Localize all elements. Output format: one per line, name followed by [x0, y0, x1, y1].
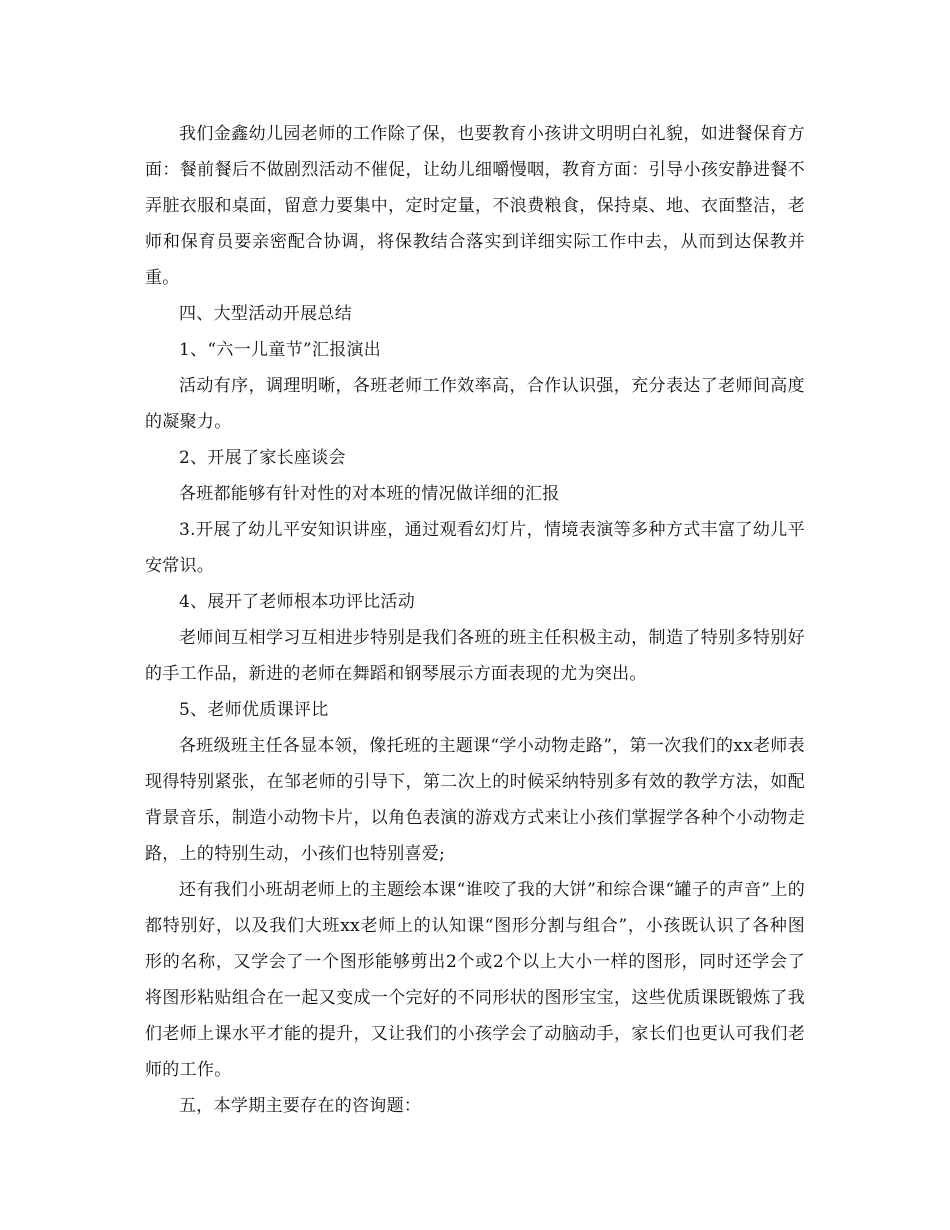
document-body	[145, 116, 805, 1124]
paragraph-childrens-day: 活动有序，调理明晰，各班老师工作效率高，合作认识强，充分表达了老师间高度的凝聚力。	[145, 376, 805, 432]
paragraph-teacher-skills: 老师间互相学习互相进步特别是我们各班的班主任积极主动，制造了特别多特别好的手工作品，新进的老师在舞蹈和钢琴展示方面表现的尤为突出。	[145, 628, 805, 684]
subheading-teacher-skills: 4、展开了老师根本功评比活动	[179, 592, 416, 612]
subheading-parent-meeting: 2、开展了家长座谈会	[179, 448, 346, 468]
heading-major-activities: 四、大型活动开展总结	[179, 304, 352, 324]
heading-main-problems: 五，本学期主要存在的咨询题：	[179, 1096, 422, 1116]
paragraph-safety-lecture: 3.开展了幼儿平安知识讲座，通过观看幻灯片，情境表演等多种方式丰富了幼儿平安常识。	[145, 520, 805, 576]
paragraph-quality-lessons-toddler: 各班级班主任各显本领，像托班的主题课“学小动物走路”，第一次我们的xx老师表现得特别紧张，在邹老师的引导下，第二次上的时候采纳特别多有效的教学方法，如配背景音乐，制造小动物卡片，以角色表演的游戏方式来让小孩们掌握学各种个小动物走路，上的特别生动，小孩们也特别喜爱;	[145, 736, 805, 864]
paragraph-parent-meeting: 各班都能够有针对性的对本班的情况做详细的汇报	[179, 484, 560, 504]
subheading-childrens-day: 1、“六一儿童节”汇报演出	[179, 340, 382, 360]
subheading-quality-lessons: 5、老师优质课评比	[179, 700, 329, 720]
paragraph-mealtime-care: 我们金鑫幼儿园老师的工作除了保，也要教育小孩讲文明明白礼貌，如进餐保育方面：餐前餐后不做剧烈活动不催促，让幼儿细嚼慢咽，教育方面：引导小孩安静进餐不弄脏衣服和桌面，留意力要集中，定时定量，不浪费粮食，保持桌、地、衣面整洁，老师和保育员要亲密配合协调，将保教结合落实到详细实际工作中去，从而到达保教并重。	[145, 124, 805, 288]
paragraph-quality-lessons-other: 还有我们小班胡老师上的主题绘本课“谁咬了我的大饼”和综合课“罐子的声音”上的都特别好，以及我们大班xx老师上的认知课“图形分割与组合”，小孩既认识了各种图形的名称，又学会了一个图形能够剪出2个或2个以上大小一样的图形，同时还学会了将图形粘贴组合在一起又变成一个完好的不同形状的图形宝宝，这些优质课既锻炼了我们老师上课水平才能的提升，又让我们的小孩学会了动脑动手，家长们也更认可我们老师的工作。	[145, 880, 805, 1080]
